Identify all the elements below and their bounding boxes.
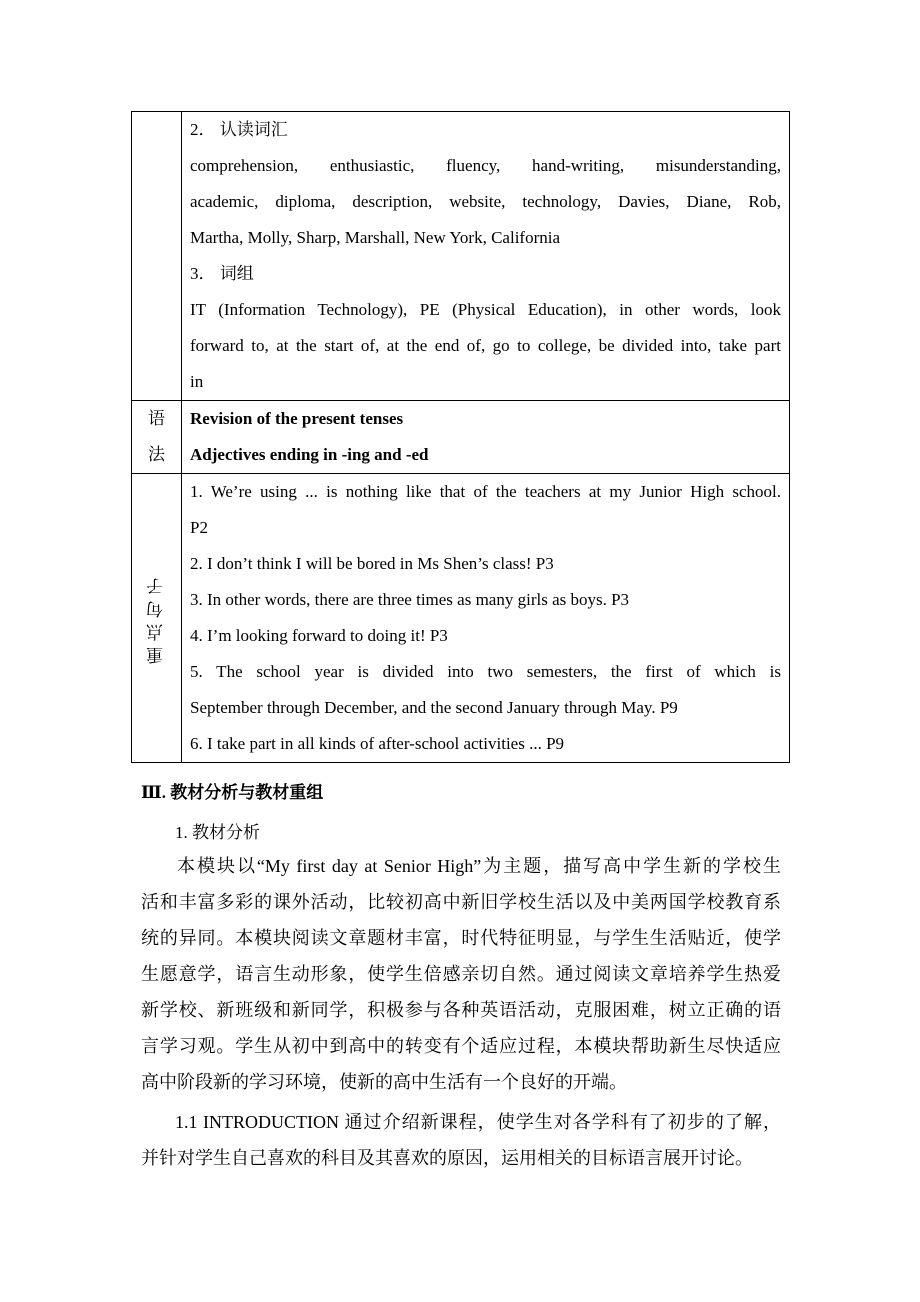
phrase-heading: 3． 词组 xyxy=(190,264,254,283)
sentences-label-text: 重点句子 xyxy=(147,572,166,664)
paragraph-line: 本模块以“My first day at Senior High”为主题，描写高中学生新的学校生 xyxy=(177,856,781,876)
analysis-paragraph xyxy=(141,848,781,1100)
vocab-line-3: Martha, Molly, Sharp, Marshall, New York, California xyxy=(190,228,561,247)
paragraph-line: 高中阶段新的学习环境，使新的高中生活有一个良好的开端。 xyxy=(141,1072,627,1092)
paragraph-line: 言学习观。学生从初中到高中的转变有个适应过程，本模块帮助新生尽快适应 xyxy=(141,1036,781,1056)
sentences-content xyxy=(182,474,790,763)
paragraph-line: 并针对学生自己喜欢的科目及其喜欢的原因，运用相关的目标语言展开讨论。 xyxy=(141,1148,753,1168)
grammar-item-1: Revision of the present tenses xyxy=(190,409,404,428)
grammar-item-2: Adjectives ending in -ing and -ed xyxy=(190,445,429,464)
sentence-line-2: P2 xyxy=(190,518,208,537)
paragraph-line: 活和丰富多彩的课外活动，比较初高中新旧学校生活以及中美两国学校教育系 xyxy=(141,892,781,912)
paragraph-line: 生愿意学，语言生动形象，使学生倍感亲切自然。通过阅读文章培养学生热爱 xyxy=(141,964,781,984)
vocab-row xyxy=(132,112,790,401)
grammar-label xyxy=(132,401,182,474)
paragraph-line: 1.1 INTRODUCTION 通过介绍新课程，使学生对各学科有了初步的了解， xyxy=(175,1112,781,1132)
sentence-line-4: 3. In other words, there are three times as many girls as boys. P3 xyxy=(190,590,630,609)
vocab-row-content xyxy=(182,112,790,401)
introduction-paragraph xyxy=(141,1104,781,1176)
sentence-line-6: 5. The school year is divided into two semesters, the first of which is xyxy=(190,662,781,681)
grammar-label-char-1: 语 xyxy=(148,409,165,428)
grammar-label-char-2: 法 xyxy=(148,445,165,464)
sentence-line-5: 4. I’m looking forward to doing it! P3 xyxy=(190,626,448,645)
phrase-line-1: IT (Information Technology), PE (Physical Education), in other words, look xyxy=(190,300,781,319)
phrase-line-2: forward to, at the start of, at the end of, go to college, be divided into, take part xyxy=(190,336,781,355)
sentences-label xyxy=(132,474,182,763)
vocab-row-label xyxy=(132,112,182,401)
vocab-heading: 2． 认读词汇 xyxy=(190,120,288,139)
sentence-line-3: 2. I don’t think I will be bored in Ms Shen’s class! P3 xyxy=(190,554,554,573)
paragraph-line: 新学校、新班级和新同学，积极参与各种英语活动，克服困难，树立正确的语 xyxy=(141,1000,781,1020)
vocab-line-1: comprehension, enthusiastic, fluency, hand-writing, misunderstanding, xyxy=(190,156,781,175)
phrase-line-3: in xyxy=(190,372,204,391)
section-title: Ⅲ. 教材分析与教材重组 xyxy=(141,783,324,802)
sentence-line-1: 1. We’re using ... is nothing like that of the teachers at my Junior High school. xyxy=(190,482,781,501)
sentences-row xyxy=(132,474,790,763)
lesson-table xyxy=(131,111,790,763)
sentence-line-7: September through December, and the second January through May. P9 xyxy=(190,698,678,717)
grammar-content xyxy=(182,401,790,474)
grammar-row xyxy=(132,401,790,474)
section-subtitle: 1. 教材分析 xyxy=(175,823,260,842)
vocab-line-2: academic, diploma, description, website, technology, Davies, Diane, Rob, xyxy=(190,192,781,211)
sentence-line-8: 6. I take part in all kinds of after-school activities ... P9 xyxy=(190,734,565,753)
paragraph-line: 统的异同。本模块阅读文章题材丰富，时代特征明显，与学生生活贴近，使学 xyxy=(141,928,781,948)
